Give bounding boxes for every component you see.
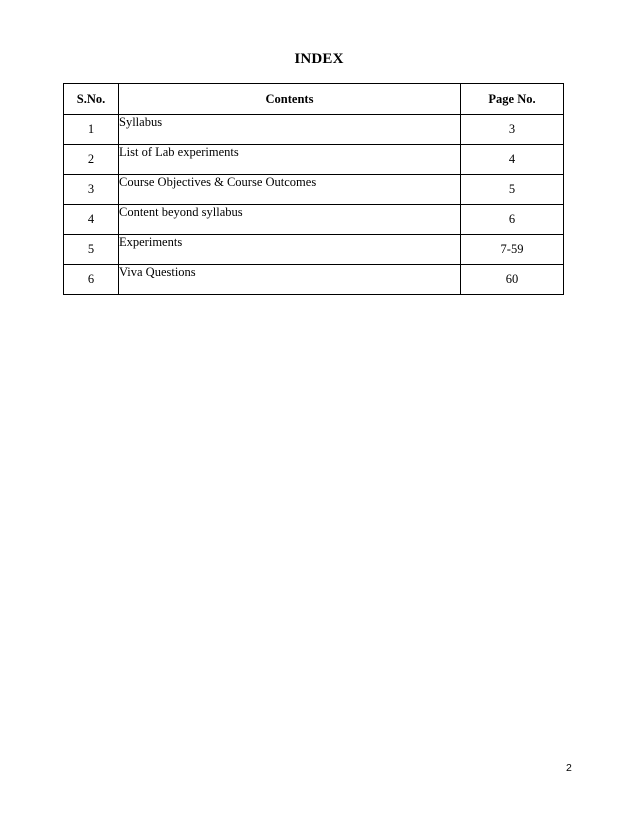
row-page-no: 7-59 — [461, 235, 564, 265]
table-row — [64, 175, 564, 205]
row-page-no: 6 — [461, 205, 564, 235]
row-content: Experiments — [119, 235, 461, 265]
table-row — [64, 235, 564, 265]
row-content: Viva Questions — [119, 265, 461, 295]
table-row — [64, 115, 564, 145]
table-row — [64, 145, 564, 175]
table-row — [64, 265, 564, 295]
page-number: 2 — [566, 762, 572, 774]
row-page-no: 3 — [461, 115, 564, 145]
row-content: Course Objectives & Course Outcomes — [119, 175, 461, 205]
row-sno: 6 — [64, 265, 119, 295]
header-page-no: Page No. — [461, 84, 564, 115]
row-content: List of Lab experiments — [119, 145, 461, 175]
row-page-no: 60 — [461, 265, 564, 295]
header-sno: S.No. — [64, 84, 119, 115]
row-sno: 2 — [64, 145, 119, 175]
row-sno: 3 — [64, 175, 119, 205]
row-page-no: 4 — [461, 145, 564, 175]
page-title: INDEX — [294, 51, 344, 67]
row-page-no: 5 — [461, 175, 564, 205]
table-row — [64, 205, 564, 235]
header-contents: Contents — [119, 84, 461, 115]
table-header-row — [64, 84, 564, 115]
row-sno: 1 — [64, 115, 119, 145]
row-content: Content beyond syllabus — [119, 205, 461, 235]
row-sno: 5 — [64, 235, 119, 265]
row-content: Syllabus — [119, 115, 461, 145]
row-sno: 4 — [64, 205, 119, 235]
index-table — [63, 83, 564, 295]
